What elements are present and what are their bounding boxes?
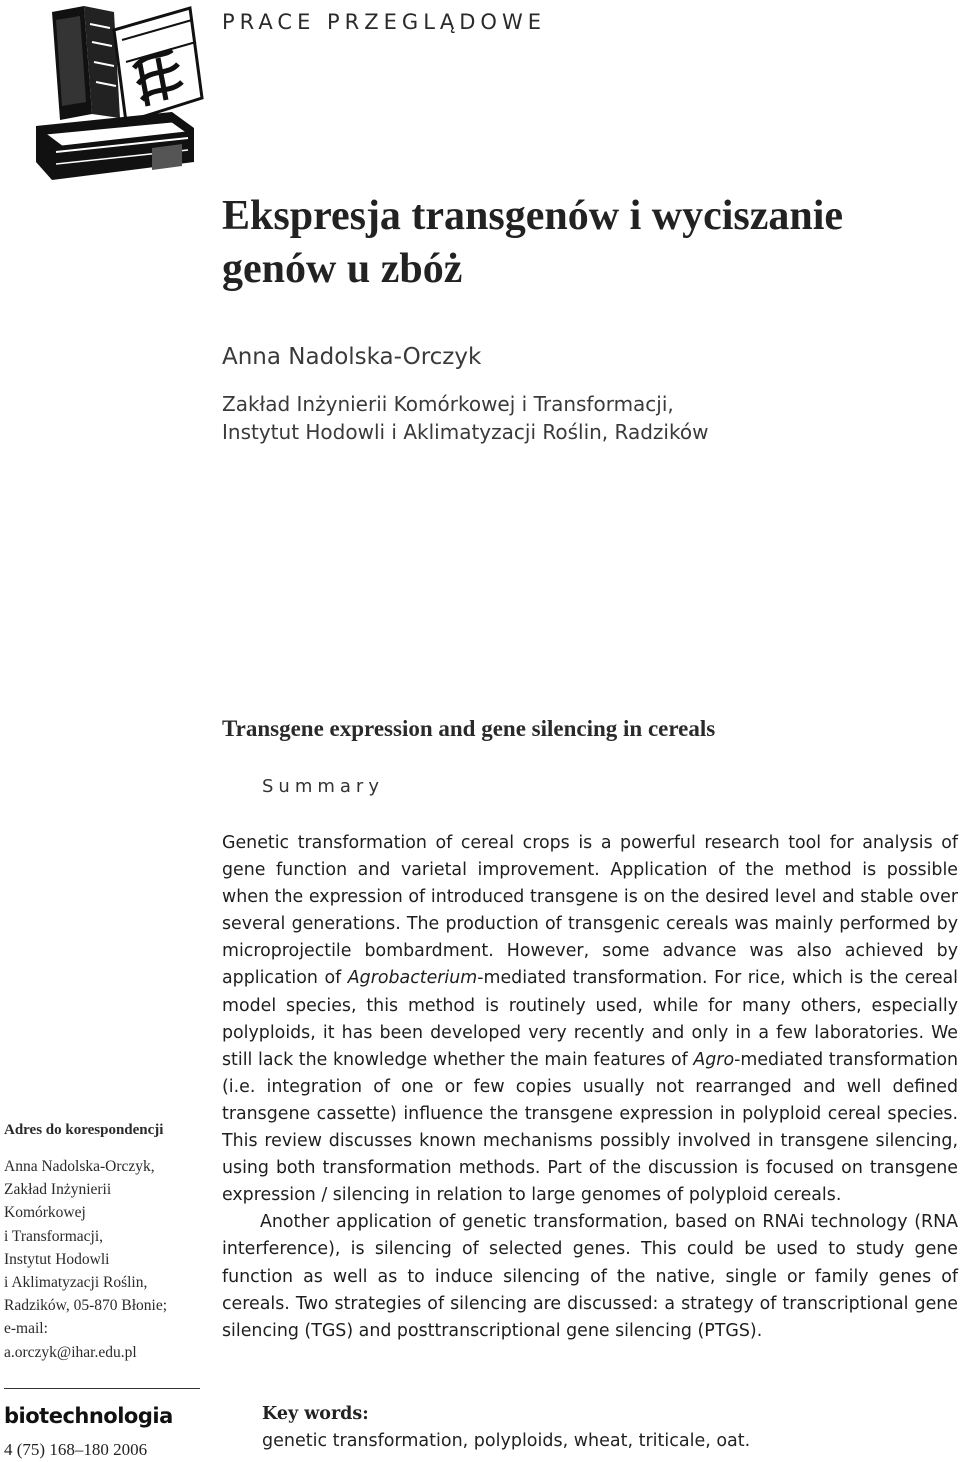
keywords-heading: Key words:	[262, 1404, 369, 1424]
author-name: Anna Nadolska-Orczyk	[222, 344, 482, 370]
italic-term: Agro	[693, 1049, 735, 1070]
correspondence-line: Radzików, 05-870 Błonie;	[4, 1297, 168, 1315]
keywords-text: genetic transformation, polyploids, wheat, triticale, oat.	[262, 1431, 751, 1451]
article-title: Ekspresja transgenów i wyciszanie genów u zbóż	[222, 193, 844, 292]
affiliation-line: Zakład Inżynierii Komórkowej i Transformacji,	[222, 392, 674, 416]
correspondence-line: Komórkowej	[4, 1204, 86, 1222]
journal-issue: 4 (75) 168–180 2006	[4, 1440, 148, 1459]
abstract-paragraph: Genetic transformation of cereal crops is a powerful research tool for analysis of gene function and varietal improvement. Application of the method is possible when the expression of introduced transgene is on the desired level and stable over several generations. The production of transgenic cereals was mainly performed by microprojectile bombardment. However, some advance was also achieved by application of Agrobacterium-mediated transformation. For rice, which is the cereal model species, this method is routinely used, while for many others, especially polyploids, it has been developed very recently and only in a few laboratories. We still lack the knowledge whether the main features of Agro-mediated transformation (i.e. integration of one or few copies usually not rearranged and well defined transgene cassette) influence the transgene expression in polyploid cereal species. This review discusses known mechanisms possibly involved in transgene silencing, using both transformation methods. Part of the discussion is focused on transgene expression / silencing in relation to large genomes of polyploid cereals.	[222, 833, 959, 1206]
divider	[4, 1388, 200, 1389]
correspondence-line: e-mail:	[4, 1320, 48, 1338]
section-label: PRACE PRZEGLĄDOWE	[222, 10, 546, 34]
book-stack-logo	[22, 2, 212, 188]
english-title: Transgene expression and gene silencing in cereals	[222, 716, 716, 741]
summary-heading: Summary	[262, 776, 384, 797]
italic-term: Agrobacterium	[347, 968, 478, 989]
email-link[interactable]: a.orczyk@ihar.edu.pl	[4, 1343, 137, 1361]
abstract	[222, 830, 958, 1345]
author-affiliation	[222, 390, 942, 446]
correspondence-line: i Transformacji,	[4, 1227, 104, 1245]
correspondence-block	[4, 1122, 204, 1364]
correspondence-heading: Adres do korespondencji	[4, 1122, 164, 1138]
correspondence-line: Instytut Hodowli	[4, 1250, 110, 1268]
abstract-paragraph: Another application of genetic transformation, based on RNAi technology (RNA interference), is silencing of selected genes. This could be used to study gene function as well as to induce silencing of the native, single or family genes of cereals. Two strategies of silencing are discussed: a strategy of transcriptional gene silencing (TGS) and posttranscriptional gene silencing (PTGS).	[222, 1212, 958, 1341]
affiliation-line: Instytut Hodowli i Aklimatyzacji Roślin, Radzików	[222, 420, 709, 444]
correspondence-line: i Aklimatyzacji Roślin,	[4, 1274, 148, 1292]
journal-name: biotechnologia	[4, 1404, 173, 1428]
correspondence-line: Anna Nadolska-Orczyk,	[4, 1158, 155, 1175]
correspondence-line: Zakład Inżynierii	[4, 1181, 112, 1199]
